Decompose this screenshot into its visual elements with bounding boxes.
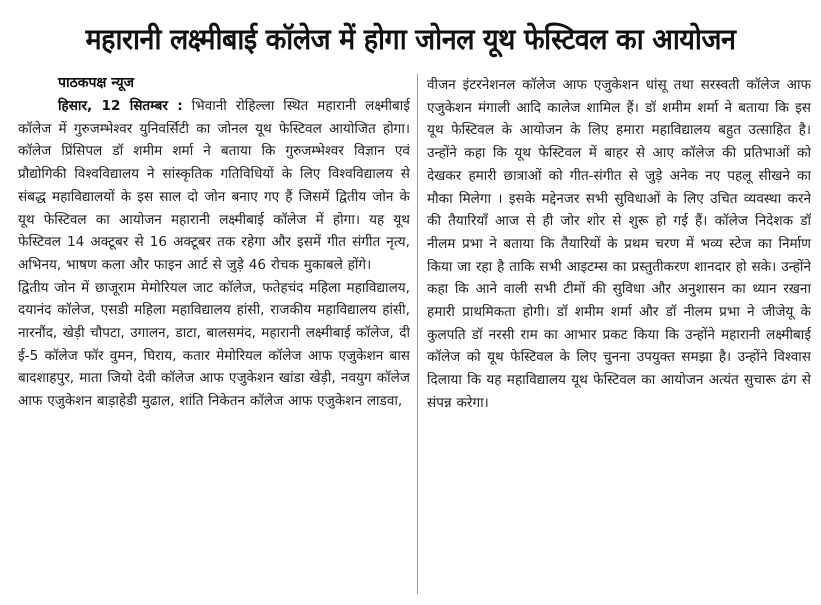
body-paragraph: वीजन इंटरनेशनल कॉलेज आफ एजुकेशन धांसू तथा सरस्वती कॉलेज आफ एजुकेशन मंगाली आदि कालेज शामिल हैं। डॉ शमीम शर्मा ने बताया कि इस यूथ फेस्टिवल के आयोजन के लिए हमारा महाविद्यालय बहुत उत्साहित है। उन्होंने कहा कि यूथ फेस्टिवल में बाहर से आए कॉलेज की प्रतिभाओं को देखकर हमारी छात्राओं को गीत-संगीत से जुड़े अनेक नए पहलू सीखने का मौका मिलेगा । इसके मद्देनजर सभी सुविधाओं के लिए उचित व्यवस्था करने की तैयारियाँ आज से ही जोर शोर से शुरू हो गई हैं। कॉलेज निदेशक डॉ नीलम प्रभा ने बताया कि तैयारियों के प्रथम चरण में भव्य स्टेज का निर्माण किया जा रहा है ताकि सभी आइटम्स का प्रस्तुतीकरण शानदार हो सके। उन्होंने कहा कि आने वाली सभी टीमों की सुविधा और अनुशासन का ध्यान रखना हमारी प्राथमिकता होगी। डॉ शमीम शर्मा और डॉ नीलम प्रभा ने जीजेयू के कुलपति डॉ नरसी राम का आभार प्रकट किया कि उन्होंने महारानी लक्ष्मीबाई कॉलेज को यूथ फेस्टिवल के लिए चुनना उपयुक्त समझा है। उन्होंने विश्वास दिलाया कि यह महाविद्यालय यूथ फेस्टिवल का आयोजन अत्यंत सुचारू ढंग से संपन्न करेगा। [427,77,811,411]
body-text: भिवानी रोहिल्ला स्थित महारानी लक्ष्मीबाई कॉलेज में गुरुजम्भेश्वर युनिवर्सिटी का जोनल यूथ फेस्टिवल आयोजित होगा। कॉलेज प्रिंसिपल डॉ शमीम शर्मा ने बताया कि गुरुजम्भेश्वर विज्ञान एवं प्रौद्योगिकी विश्वविद्यालय ने सांस्कृतिक गतिविधियों के लिए विश्वविद्यालय से संबद्ध महाविद्यालयों के इस साल दो जोन बनाए गए हैं जिसमें द्वितीय जोन के यूथ फेस्टिवल का आयोजन महारानी लक्ष्मीबाई कॉलेज में होगा। यह यूथ फेस्टिवल 14 अक्टूबर से 16 अक्टूबर तक रहेगा और इसमें गीत संगीत नृत्य, अभिनय, भाषण कला और फाइन आर्ट से जुड़े 46 रोचक मुकाबले होंगे। [18,98,410,273]
body-paragraph: द्वितीय जोन में छाजूराम मेमोरियल जाट कॉलेज, फतेहचंद महिला महाविद्यालय, दयानंद कॉलेज, एसडी महिला महाविद्यालय हांसी, राजकीय महाविद्यालय हांसी, नारनौंद, खेड़ी चौपटा, उगालन, डाटा, बालसमंद, महारानी लक्ष्मीबाई कॉलेज, दी ई-5 कॉलेज फॉर वुमन, घिराय, कतार मेमोरियल कॉलेज आफ एजुकेशन बास बादशाहपुर, माता जियो देवी कॉलेज आफ एजुकेशन खांडा खेड़ी, नवयुग कॉलेज आफ एजुकेशन बाड़ाहेडी मुढाल, शांति निकेतन कॉलेज आफ एजुकेशन लाडवा, [18,279,410,410]
lead-paragraph [18,95,410,277]
byline: पाठकपक्ष न्यूज [58,75,134,91]
headline: महारानी लक्ष्मीबाई कॉलेज में होगा जोनल यूथ फेस्टिवल का आयोजन [85,22,736,56]
dateline: हिसार, 12 सितम्बर : [58,98,183,114]
column-divider [417,74,418,594]
article-column-left [18,72,410,597]
article-column-right [427,74,811,599]
